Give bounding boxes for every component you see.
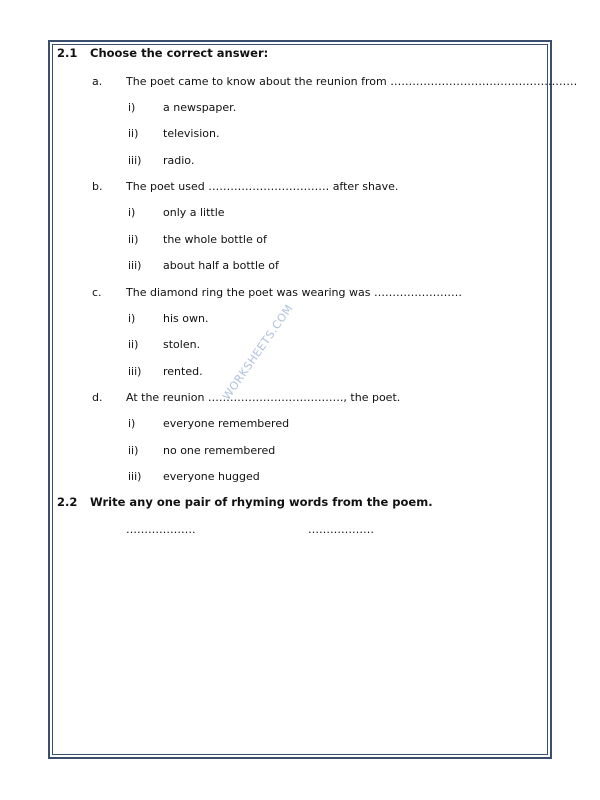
option-number: iii) — [128, 365, 142, 378]
option-number: ii) — [128, 233, 139, 246]
section-2-2-heading: Write any one pair of rhyming words from the poem. — [90, 495, 433, 509]
option-number: ii) — [128, 338, 139, 351]
question-a-text: The poet came to know about the reunion from …………………………………………… — [126, 75, 578, 88]
option-number: ii) — [128, 127, 139, 140]
option-text: television. — [163, 127, 220, 140]
answer-blank-1: ………………. — [126, 523, 196, 536]
section-2-2-number: 2.2 — [57, 495, 78, 509]
option-text: the whole bottle of — [163, 233, 267, 246]
question-d-letter: d. — [92, 391, 103, 404]
option-text: everyone hugged — [163, 470, 260, 483]
option-text: rented. — [163, 365, 203, 378]
option-number: i) — [128, 312, 136, 325]
option-number: iii) — [128, 154, 142, 167]
option-text: stolen. — [163, 338, 201, 351]
question-c-text: The diamond ring the poet was wearing was …………………… — [126, 286, 462, 299]
question-d-text: At the reunion ………………………………., the poet. — [126, 391, 401, 404]
question-a-letter: a. — [92, 75, 103, 88]
option-text: no one remembered — [163, 444, 276, 457]
option-number: ii) — [128, 444, 139, 457]
option-number: iii) — [128, 470, 142, 483]
option-text: about half a bottle of — [163, 259, 279, 272]
option-text: a newspaper. — [163, 101, 237, 114]
answer-blank-2: ……………… — [308, 523, 374, 536]
option-number: iii) — [128, 259, 142, 272]
watermark: WORKSHEETS.COM — [220, 301, 296, 403]
option-number: i) — [128, 417, 136, 430]
option-number: i) — [128, 101, 136, 114]
question-b-text: The poet used …………………………… after shave. — [126, 180, 399, 193]
section-2-1-number: 2.1 — [57, 46, 78, 60]
option-text: everyone remembered — [163, 417, 290, 430]
question-b-letter: b. — [92, 180, 103, 193]
option-text: his own. — [163, 312, 209, 325]
question-c-letter: c. — [92, 286, 102, 299]
option-text: only a little — [163, 206, 225, 219]
option-text: radio. — [163, 154, 195, 167]
section-2-1-heading: Choose the correct answer: — [90, 46, 269, 60]
option-number: i) — [128, 206, 136, 219]
